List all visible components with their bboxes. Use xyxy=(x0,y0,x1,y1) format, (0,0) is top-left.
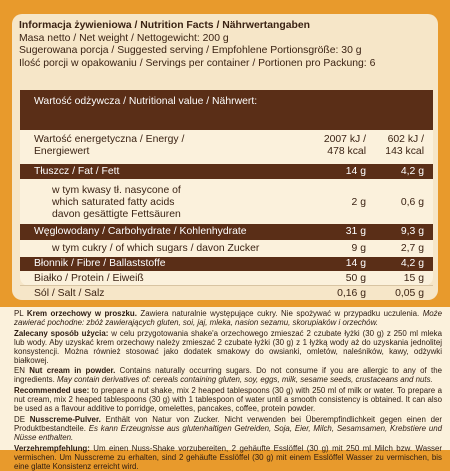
row-label: Wartość energetyczna / Energy / Energiewert xyxy=(34,134,185,157)
value-per-100g: 9 g xyxy=(351,243,366,254)
usage-label-de: Verzehrempfehlung: xyxy=(14,443,90,453)
lang-code-pl: PL xyxy=(14,309,24,318)
table-row-fibre xyxy=(20,257,433,271)
row-label: Błonnik / Fibre / Ballaststoffe xyxy=(34,258,166,269)
usage-text-en: to prepare a nut shake, mix 2 heaped tablespoons (30 g) with 250 ml of milk or water. To prepare a nut cream, mix 2 heaped tablespoons (30 g) with 1 tablespoon of water until a smooth consistency is obtained. It can also be used as a flavour additive to porridge, omelettes, pancakes, coffee, protein powder. xyxy=(14,386,443,414)
row-label: w tym kwasy tł. nasycone of which saturated fatty acids davon gesättigte Fettsäuren xyxy=(52,185,181,220)
body-pl: Zawiera naturalnie występujące cukry. Nie spożywać w przypadku uczulenia. xyxy=(136,309,420,318)
product-name-pl: Krem orzechowy w proszku. xyxy=(26,309,137,318)
row-label: Tłuszcz / Fat / Fett xyxy=(34,166,120,177)
usage-text-pl: w celu przygotowania shake'a orzechowego zmieszać 2 czubate łyżki (30 g) z 250 ml mleka lub wody. Aby uzyskać krem orzechowy należy zmieszać 2 czubate łyżki (30 g) z 1 łyżką wody aż do uzyskania jednolitej konsystencji. Można również stosować jako dodatek smakowy do owsianki, omletów, naleśników, kawy, odżywki białkowej. xyxy=(14,328,443,365)
value-per-100g: 50 g xyxy=(345,273,366,284)
description-de xyxy=(14,416,442,443)
nutrition-header xyxy=(19,20,375,70)
usage-text-de: Um einen Nuss-Shake vorzubereiten, 2 gehäufte Esslöffel (30 g) mit 250 ml Milch bzw. Wasser vermischen. Um Nusscreme zu erhalten, sind 2 gehäufte Esslöffel (30 g) mit einem Esslöffel Wasser zu vermischen, bis eine glatte Konsistenz erreicht wird. xyxy=(14,443,442,471)
allergens-de: Es kann Erzeugnisse aus glutenhaltigen Getreiden, Soja, Eier, Milch, Sesamsamen, Krebstiere und Nüsse enthalten. xyxy=(14,423,442,442)
table-row-protein xyxy=(20,271,433,286)
body-de: Enthält von Natur von Zucker. Nicht verwenden bei Überempfindlichkeit gegen einen der Produktbestandteile. xyxy=(14,414,442,433)
row-label: Białko / Protein / Eiweiß xyxy=(34,273,144,284)
nutrition-table xyxy=(20,90,433,299)
description-en xyxy=(14,367,442,385)
value-per-serving: 2,7 g xyxy=(400,243,424,254)
lang-code-de: DE xyxy=(14,414,25,424)
nutrition-title: Informacja żywieniowa / Nutrition Facts / Nährwertangaben xyxy=(19,20,310,31)
value-per-100g: 2 g xyxy=(351,197,366,208)
suggested-serving: Sugerowana porcja / Suggested serving / Empfohlene Portionsgröße: 30 g xyxy=(19,45,362,57)
description-pl xyxy=(14,310,442,328)
usage-en xyxy=(14,387,442,414)
product-name-de: Nusscreme-Pulver. xyxy=(29,414,101,424)
table-row-salt xyxy=(20,286,433,301)
value-per-100g: 14 g xyxy=(345,166,366,177)
value-per-serving: 4,2 g xyxy=(400,258,424,269)
row-label: Węglowodany / Carbohydrate / Kohlenhydrate xyxy=(34,226,247,237)
product-description xyxy=(0,307,450,471)
product-name-en: Nut cream in powder. xyxy=(29,366,116,376)
allergens-pl: Może zawierać pochodne: zbóż zawierających gluten, soi, jaj, mleka, nasion sezamu, skorupiaków i orzechów. xyxy=(14,309,442,327)
value-per-serving: 4,2 g xyxy=(400,166,424,177)
table-row-fat xyxy=(20,164,433,179)
usage-pl xyxy=(14,330,442,366)
lang-code-en: EN xyxy=(14,366,25,376)
table-header-label: Wartość odżywcza / Nutritional value / Nährwert: xyxy=(34,96,258,107)
value-per-serving: 0,05 g xyxy=(395,288,424,299)
value-per-serving: 15 g xyxy=(403,273,424,284)
value-per-100g: 2007 kJ / 478 kcal xyxy=(323,134,366,157)
table-row-energy xyxy=(20,130,433,164)
row-label: w tym cukry / of which sugars / davon Zucker xyxy=(52,243,260,254)
table-row-saturated-fat xyxy=(20,179,433,224)
allergens-en: May contain derivatives of: cereals containing gluten, soy, eggs, milk, sesame seeds, crustaceans and nuts. xyxy=(54,375,433,385)
usage-label-en: Recommended use: xyxy=(14,386,90,396)
row-label: Sól / Salt / Salz xyxy=(34,288,105,299)
net-weight: Masa netto / Net weight / Nettogewicht: 200 g xyxy=(19,32,229,44)
value-per-serving: 602 kJ / 143 kcal xyxy=(385,134,424,157)
value-per-100g: 31 g xyxy=(345,226,366,237)
table-row-carbohydrate xyxy=(20,224,433,240)
body-en: Contains naturally occurring sugars. Do not consume if you are allergic to any of the ingredients. xyxy=(14,366,442,385)
value-per-100g: 0,16 g xyxy=(337,288,366,299)
usage-de xyxy=(14,445,442,471)
value-per-serving: 9,3 g xyxy=(400,226,424,237)
value-per-serving: 0,6 g xyxy=(400,197,424,208)
servings-per-container: Ilość porcji w opakowaniu / Servings per container / Portionen pro Packung: 6 xyxy=(19,57,376,69)
table-header xyxy=(20,90,433,130)
table-row-sugars xyxy=(20,240,433,257)
usage-label-pl: Zalecany sposób użycia: xyxy=(14,328,109,338)
value-per-100g: 14 g xyxy=(345,258,366,269)
